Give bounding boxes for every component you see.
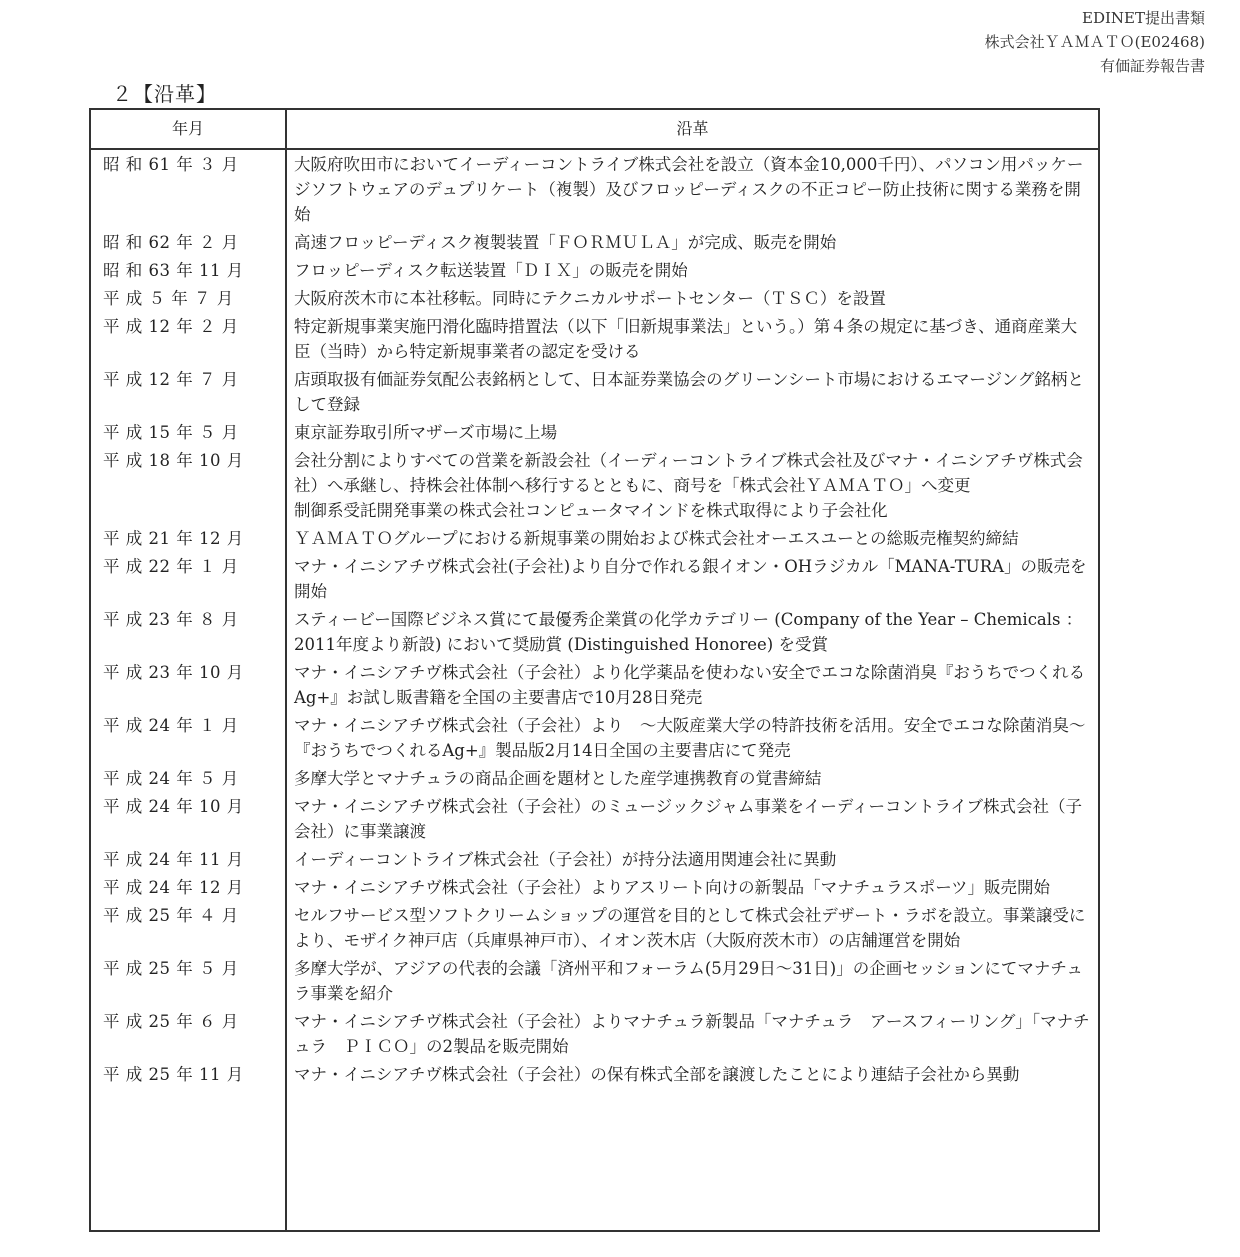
table-row bbox=[91, 903, 1098, 953]
row-date: 平 成 24 年 ５ 月 bbox=[103, 769, 239, 788]
row-event: スティービー国際ビジネス賞にて最優秀企業賞の化学カテゴリー (Company of the Year – Chemicals ：2011年度より新設) において奨励賞 (Distinguished Honoree) を受賞 bbox=[294, 610, 1083, 654]
row-date: 平 成 25 年 ４ 月 bbox=[103, 906, 239, 925]
table-header-row bbox=[91, 110, 1098, 150]
document-header bbox=[985, 6, 1205, 78]
table-row bbox=[91, 660, 1098, 710]
row-event: イーディーコントライブ株式会社（子会社）が持分法適用関連会社に異動 bbox=[294, 850, 837, 869]
row-date: 平 成 15 年 ５ 月 bbox=[103, 423, 239, 442]
table-row bbox=[91, 956, 1098, 1006]
row-event: 店頭取扱有価証券気配公表銘柄として、日本証券業協会のグリーンシート市場におけるエマージング銘柄として登録 bbox=[294, 370, 1084, 414]
row-date: 平 成 23 年 ８ 月 bbox=[103, 610, 239, 629]
row-event: 多摩大学とマナチュラの商品企画を題材とした産学連携教育の覚書締結 bbox=[294, 769, 822, 788]
table-row bbox=[91, 420, 1098, 445]
table-row bbox=[91, 367, 1098, 417]
row-date: 平 成 24 年 １ 月 bbox=[103, 716, 239, 735]
row-date: 平 成 24 年 10 月 bbox=[103, 797, 244, 816]
row-date: 昭 和 63 年 11 月 bbox=[103, 261, 244, 280]
table-row bbox=[91, 526, 1098, 551]
table-row bbox=[91, 766, 1098, 791]
table-row bbox=[91, 713, 1098, 763]
row-date: 平 成 21 年 12 月 bbox=[103, 529, 244, 548]
table-row bbox=[91, 847, 1098, 872]
row-event: マナ・イニシアチヴ株式会社（子会社）よりマナチュラ新製品「マナチュラ アースフィーリング」「マナチュラ ＰＩＣＯ」の2製品を販売開始 bbox=[294, 1012, 1090, 1056]
table-row bbox=[91, 554, 1098, 604]
header-company: 株式会社ＹＡＭＡＴＯ(E02468) bbox=[984, 33, 1205, 51]
section-title: ２【沿革】 bbox=[112, 82, 217, 106]
row-event: 大阪府吹田市においてイーディーコントライブ株式会社を設立（資本金10,000千円）、パソコン用パッケージソフトウェアのデュプリケート（複製）及びフロッピーディスクの不正コピー防止技術に関する業務を開始 bbox=[294, 155, 1084, 224]
table-row bbox=[91, 794, 1098, 844]
table-row bbox=[91, 152, 1098, 227]
row-date: 平 成 25 年 11 月 bbox=[103, 1065, 244, 1084]
table-row bbox=[91, 1062, 1098, 1087]
column-header-date: 年月 bbox=[171, 119, 204, 138]
row-event: 多摩大学が、アジアの代表的会議「済州平和フォーラム(5月29日～31日)」の企画セッションにてマナチュラ事業を紹介 bbox=[294, 959, 1083, 1003]
row-event: フロッピーディスク転送装置「ＤＩＸ」の販売を開始 bbox=[294, 261, 688, 280]
row-event: 高速フロッピーディスク複製装置「ＦＯＲＭＵＬＡ」が完成、販売を開始 bbox=[294, 233, 837, 252]
table-row bbox=[91, 230, 1098, 255]
row-date: 平 成 24 年 11 月 bbox=[103, 850, 244, 869]
column-header-history: 沿革 bbox=[676, 119, 709, 138]
row-event: ＹＡＭＡＴＯグループにおける新規事業の開始および株式会社オーエスユーとの総販売権契約締結 bbox=[294, 529, 1019, 548]
row-date: 平 成 22 年 １ 月 bbox=[103, 557, 239, 576]
header-filing-type: EDINET提出書類 bbox=[1082, 9, 1205, 27]
history-table bbox=[89, 108, 1100, 1232]
table-row bbox=[91, 1009, 1098, 1059]
table-row bbox=[91, 286, 1098, 311]
row-date: 昭 和 62 年 ２ 月 bbox=[103, 233, 239, 252]
header-report-type: 有価証券報告書 bbox=[1099, 57, 1205, 75]
row-event: 東京証券取引所マザーズ市場に上場 bbox=[294, 423, 558, 442]
row-event: 大阪府茨木市に本社移転。同時にテクニカルサポートセンター（ＴＳＣ）を設置 bbox=[294, 289, 886, 308]
row-date: 平 成 18 年 10 月 bbox=[103, 451, 244, 470]
table-row bbox=[91, 258, 1098, 283]
row-date: 平 成 24 年 12 月 bbox=[103, 878, 244, 897]
table-row bbox=[91, 607, 1098, 657]
row-date: 平 成 25 年 ５ 月 bbox=[103, 959, 239, 978]
row-date: 平 成 12 年 ７ 月 bbox=[103, 370, 239, 389]
row-event: マナ・イニシアチヴ株式会社（子会社）より ～大阪産業大学の特許技術を活用。安全でエコな除菌消臭～『おうちでつくれるAg+』製品版2月14日全国の主要書店にて発売 bbox=[294, 716, 1086, 760]
row-date: 昭 和 61 年 ３ 月 bbox=[103, 155, 239, 174]
row-event: 会社分割によりすべての営業を新設会社（イーディーコントライブ株式会社及びマナ・イニシアチヴ株式会社）へ承継し、持株会社体制へ移行するとともに、商号を「株式会社ＹＡＭＡＴＯ」へ変更 制御系受託開発事業の株式会社コンピュータマインドを株式取得により子会社化 bbox=[294, 451, 1083, 520]
table-body bbox=[91, 152, 1098, 1090]
row-event: マナ・イニシアチヴ株式会社（子会社）よりアスリート向けの新製品「マナチュラスポーツ」販売開始 bbox=[294, 878, 1051, 897]
row-date: 平 成 25 年 ６ 月 bbox=[103, 1012, 239, 1031]
row-date: 平 成 ５ 年 ７ 月 bbox=[103, 289, 234, 308]
row-event: マナ・イニシアチヴ株式会社（子会社）より化学薬品を使わない安全でエコな除菌消臭『おうちでつくれるAg+』お試し販書籍を全国の主要書店で10月28日発売 bbox=[294, 663, 1086, 707]
row-event: マナ・イニシアチヴ株式会社（子会社）のミュージックジャム事業をイーディーコントライブ株式会社（子会社）に事業譲渡 bbox=[294, 797, 1083, 841]
table-row bbox=[91, 875, 1098, 900]
row-event: セルフサービス型ソフトクリームショップの運営を目的として株式会社デザート・ラボを設立。事業譲受により、モザイク神戸店（兵庫県神戸市）、イオン茨木店（大阪府茨木市）の店舗運営を開始 bbox=[294, 906, 1086, 950]
table-row bbox=[91, 448, 1098, 523]
row-date: 平 成 12 年 ２ 月 bbox=[103, 317, 239, 336]
row-date: 平 成 23 年 10 月 bbox=[103, 663, 244, 682]
row-event: 特定新規事業実施円滑化臨時措置法（以下「旧新規事業法」という。）第４条の規定に基づき、通商産業大臣（当時）から特定新規事業者の認定を受ける bbox=[294, 317, 1078, 361]
row-event: マナ・イニシアチヴ株式会社(子会社)より自分で作れる銀イオン・OHラジカル「MANA-TURA」の販売を開始 bbox=[294, 557, 1087, 601]
table-row bbox=[91, 314, 1098, 364]
row-event: マナ・イニシアチヴ株式会社（子会社）の保有株式全部を譲渡したことにより連結子会社から異動 bbox=[294, 1065, 1020, 1084]
